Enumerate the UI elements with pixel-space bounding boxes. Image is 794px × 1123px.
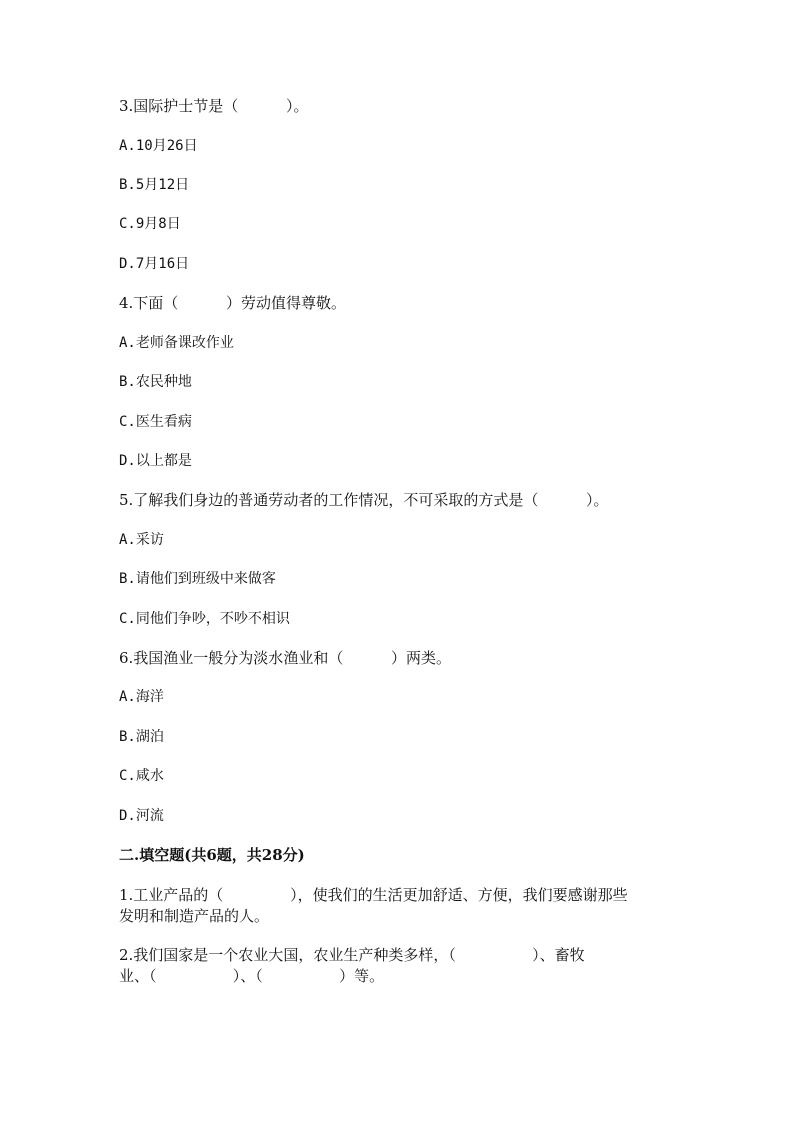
question-6-option-d: D.河流 bbox=[119, 808, 164, 824]
question-6-option-b: B.湖泊 bbox=[119, 729, 164, 745]
fill-item-2-line-2: 业、（ ）、（ ）等。 bbox=[119, 967, 385, 985]
section-title: 二.填空题(共6题，共28分) bbox=[119, 846, 305, 864]
question-3-option-b: B.5月12日 bbox=[119, 177, 190, 193]
question-6-option-c: C.咸水 bbox=[119, 768, 164, 784]
question-5-option-b: B.请他们到班级中来做客 bbox=[119, 571, 276, 587]
question-4-option-d: D.以上都是 bbox=[119, 453, 192, 469]
question-6-option-a: A.海洋 bbox=[119, 689, 164, 705]
question-6: 6.我国渔业一般分为淡水渔业和（ ）两类。 bbox=[119, 649, 451, 667]
question-4-option-a: A.老师备课改作业 bbox=[119, 335, 234, 351]
question-3: 3.国际护士节是（ ）。 bbox=[119, 97, 309, 115]
question-5-option-a: A.采访 bbox=[119, 532, 164, 548]
question-5: 5.了解我们身边的普通劳动者的工作情况，不可采取的方式是（ ）。 bbox=[119, 491, 609, 509]
fill-item-1-line-2: 发明和制造产品的人。 bbox=[119, 907, 270, 925]
fill-item-1-line-1: 1.工业产品的（ ），使我们的生活更加舒适、方便，我们要感谢那些 bbox=[119, 886, 628, 904]
question-3-option-a: A.10月26日 bbox=[119, 138, 198, 154]
question-4: 4.下面（ ）劳动值得尊敬。 bbox=[119, 294, 346, 312]
question-3-option-d: D.7月16日 bbox=[119, 256, 190, 272]
fill-item-2-line-1: 2.我们国家是一个农业大国，农业生产种类多样，（ ）、畜牧 bbox=[119, 946, 585, 964]
question-4-option-c: C.医生看病 bbox=[119, 414, 192, 430]
question-3-option-c: C.9月8日 bbox=[119, 216, 181, 232]
question-4-option-b: B.农民种地 bbox=[119, 374, 192, 390]
question-5-option-c: C.同他们争吵，不吵不相识 bbox=[119, 611, 290, 627]
